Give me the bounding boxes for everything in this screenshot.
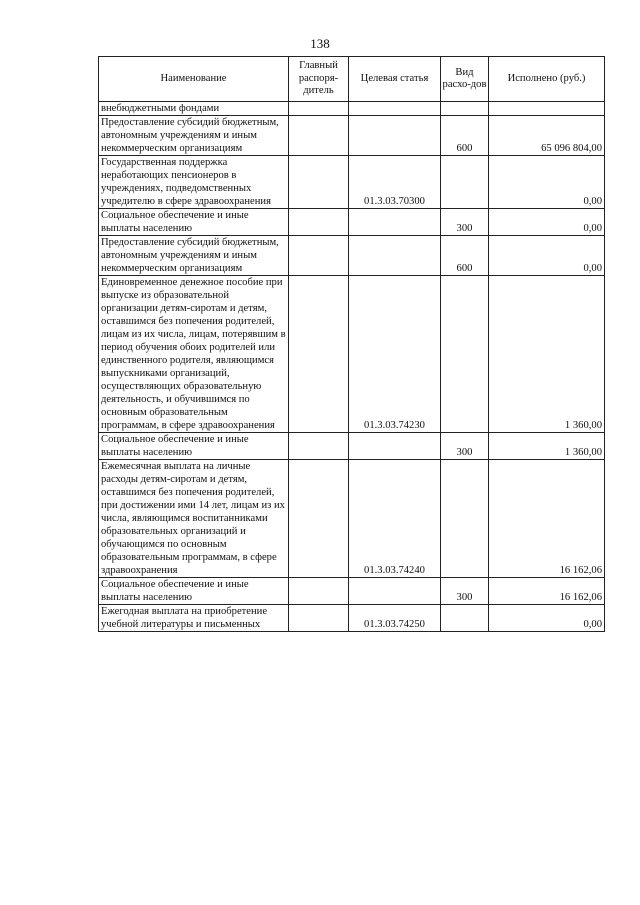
table-header-row (99, 57, 605, 102)
cell-executed: 0,00 (489, 605, 605, 632)
table-row (99, 209, 605, 236)
cell-target: 01.3.03.74230 (349, 276, 441, 433)
cell-name: Социальное обеспечение и иные выплаты населению (99, 578, 289, 605)
cell-target: 01.3.03.74250 (349, 605, 441, 632)
cell-manager (289, 433, 349, 460)
cell-target: 01.3.03.70300 (349, 156, 441, 209)
cell-executed: 65 096 804,00 (489, 116, 605, 156)
cell-target (349, 116, 441, 156)
cell-name: внебюджетными фондами (99, 102, 289, 116)
cell-manager (289, 605, 349, 632)
cell-kind: 300 (441, 433, 489, 460)
cell-target (349, 433, 441, 460)
cell-manager (289, 116, 349, 156)
table-row (99, 578, 605, 605)
cell-manager (289, 209, 349, 236)
header-kind: Вид расхо-дов (441, 57, 489, 102)
cell-name: Государственная поддержка неработающих пенсионеров в учреждениях, подведомственных учредителю в сфере здравоохранения (99, 156, 289, 209)
cell-target (349, 236, 441, 276)
cell-kind (441, 102, 489, 116)
cell-target (349, 578, 441, 605)
cell-manager (289, 156, 349, 209)
cell-executed: 0,00 (489, 156, 605, 209)
cell-target (349, 209, 441, 236)
cell-executed: 0,00 (489, 209, 605, 236)
cell-name: Предоставление субсидий бюджетным, автономным учреждениям и иным некоммерческим организациям (99, 236, 289, 276)
cell-manager (289, 460, 349, 578)
cell-target (349, 102, 441, 116)
cell-kind: 600 (441, 236, 489, 276)
table-row (99, 276, 605, 433)
budget-execution-table (98, 56, 605, 632)
table-row (99, 116, 605, 156)
cell-executed: 0,00 (489, 236, 605, 276)
cell-executed (489, 102, 605, 116)
cell-manager (289, 276, 349, 433)
cell-name: Ежегодная выплата на приобретение учебной литературы и письменных (99, 605, 289, 632)
cell-name: Ежемесячная выплата на личные расходы детям-сиротам и детям, оставшимся без попечения родителей, при достижении ими 14 лет, лицам из их числа, являющимся воспитанниками образовательных организаций и обучающимся по основным образовательным программам, в сфере здравоохранения (99, 460, 289, 578)
header-target: Целевая статья (349, 57, 441, 102)
cell-kind (441, 276, 489, 433)
cell-kind (441, 605, 489, 632)
cell-executed: 16 162,06 (489, 578, 605, 605)
cell-kind: 300 (441, 209, 489, 236)
header-manager: Главный распоря-дитель (289, 57, 349, 102)
cell-name: Единовременное денежное пособие при выпуске из образовательной организации детям-сиротам и детям, оставшимся без попечения родителей, лицам из их числа, лицам, потерявшим в период обучения обоих родителей или единственного родителя, являющимся выпускниками организаций, осуществляющих образовательную деятельность, и обучившимся по основным образовательным программам, в сфере здравоохранения (99, 276, 289, 433)
cell-target: 01.3.03.74240 (349, 460, 441, 578)
cell-manager (289, 236, 349, 276)
cell-executed: 1 360,00 (489, 433, 605, 460)
cell-kind (441, 156, 489, 209)
table-row (99, 460, 605, 578)
cell-kind (441, 460, 489, 578)
cell-manager (289, 102, 349, 116)
header-executed: Исполнено (руб.) (489, 57, 605, 102)
cell-executed: 16 162,06 (489, 460, 605, 578)
cell-executed: 1 360,00 (489, 276, 605, 433)
cell-name: Социальное обеспечение и иные выплаты населению (99, 433, 289, 460)
cell-manager (289, 578, 349, 605)
table-row (99, 156, 605, 209)
cell-kind: 600 (441, 116, 489, 156)
cell-name: Предоставление субсидий бюджетным, автономным учреждениям и иным некоммерческим организациям (99, 116, 289, 156)
cell-kind: 300 (441, 578, 489, 605)
page-number: 138 (310, 36, 330, 51)
table-row (99, 605, 605, 632)
table-row (99, 433, 605, 460)
table-row (99, 236, 605, 276)
cell-name: Социальное обеспечение и иные выплаты населению (99, 209, 289, 236)
header-name: Наименование (99, 57, 289, 102)
table-row (99, 102, 605, 116)
